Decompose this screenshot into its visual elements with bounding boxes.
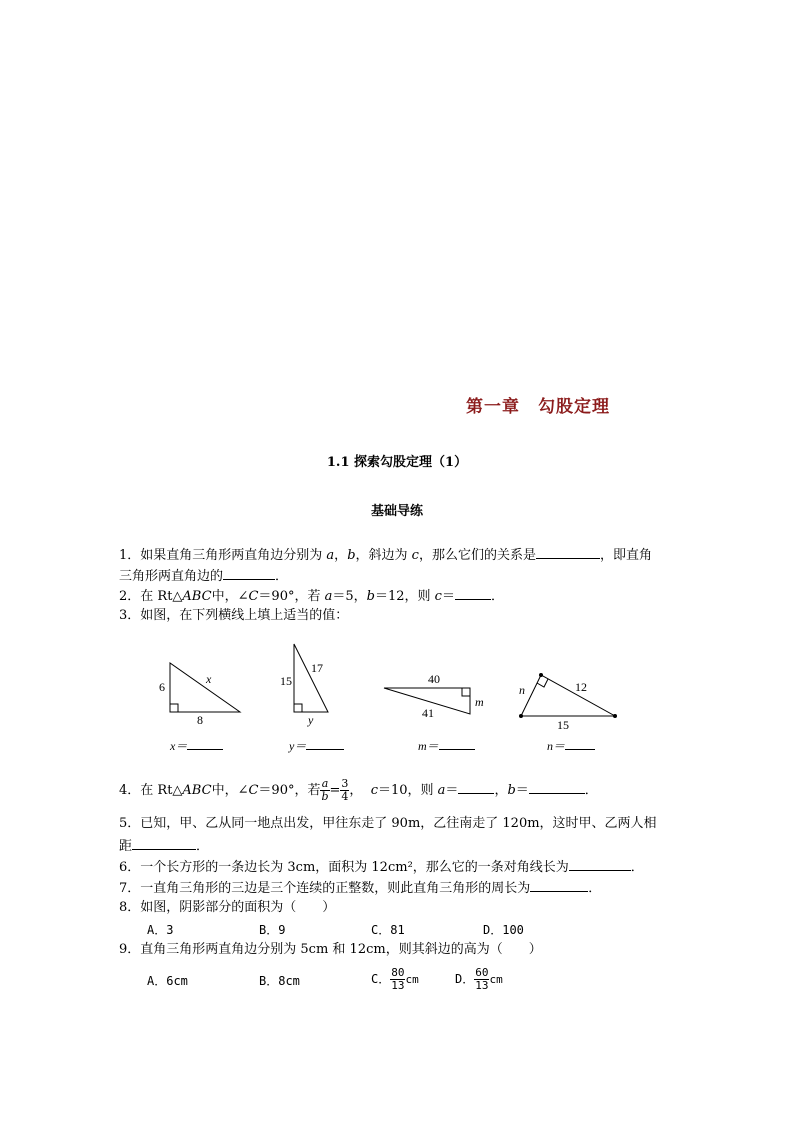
chapter-title: 第一章 勾股定理: [466, 397, 610, 417]
fig1-leg-left: 6: [159, 680, 165, 694]
question-5-line-1: 5．已知，甲、乙从同一地点出发，甲往东走了 90m，乙往南走了 120m，这时甲、乙两人相: [119, 816, 657, 831]
fig4-left: n: [519, 683, 525, 697]
answer-blank[interactable]: [529, 779, 585, 794]
fraction-3-over-4: $\frac{3}{4}$: [341, 777, 349, 803]
question-3: 3．如图，在下列横线上填上适当的值：: [119, 608, 349, 623]
fig1-answer: x＝: [170, 735, 223, 754]
question-6: 6．一个长方形的一条边长为 3cm，面积为 12cm²，那么它的一条对角线长为 ．: [119, 856, 644, 878]
fraction-60-over-13: $\frac{60}{13}$: [475, 966, 489, 992]
question-7: 7．一直角三角形的三边是三个连续的正整数，则此直角三角形的周长为 ．: [119, 877, 601, 899]
answer-blank[interactable]: [455, 585, 491, 600]
question-9: 9．直角三角形两直角边分别为 5cm 和 12cm，则其斜边的高为（ ）: [119, 942, 542, 957]
fig2-answer: y＝: [289, 735, 344, 754]
q9-option-b[interactable]: B．8cm: [259, 974, 300, 988]
answer-blank[interactable]: [569, 856, 631, 871]
question-1-line-2: 三角形两直角边的 ．: [119, 565, 288, 587]
answer-blank[interactable]: [223, 565, 275, 580]
answer-blank[interactable]: [536, 544, 600, 559]
question-8: 8．如图，阴影部分的面积为（ ）: [119, 900, 336, 915]
triangle-figure-4: [519, 673, 617, 732]
question-2: 2．在 Rt△ABC中，∠C＝90°，若 a＝5，b＝12，则 c＝ ．: [119, 585, 504, 607]
answer-blank[interactable]: [439, 735, 475, 750]
triangle-figure-1: [159, 663, 240, 727]
q8-option-a[interactable]: A．3: [147, 923, 174, 937]
section-title: 1.1 探索勾股定理（1）: [326, 455, 468, 470]
answer-blank[interactable]: [458, 779, 494, 794]
fig2-leg-bottom: y: [308, 713, 314, 727]
answer-blank[interactable]: [187, 735, 223, 750]
fig1-leg-bottom: 8: [197, 713, 203, 727]
subsection-title: 基础导练: [370, 504, 423, 519]
fig1-hypotenuse: x: [206, 672, 212, 686]
fig3-top: 40: [428, 672, 440, 686]
fig3-bottom: 41: [422, 706, 434, 720]
question-4: 4．在 Rt△ABC中，∠C＝90°，若 $\frac{a}{b}$ = $\frac{3}{4}$ ， c＝10，则 a＝ ，b＝ ．: [119, 777, 598, 803]
q8-option-b[interactable]: B．9: [259, 923, 286, 937]
question-5-line-2: 距 ．: [119, 835, 209, 857]
fig4-answer: n＝: [547, 735, 595, 754]
answer-blank[interactable]: [132, 835, 196, 850]
fig3-answer: m＝: [418, 735, 475, 754]
q9-option-a[interactable]: A．6cm: [147, 974, 188, 988]
q8-option-d[interactable]: D．100: [483, 923, 524, 937]
q8-option-c[interactable]: C．81: [371, 923, 405, 937]
triangle-figure-3: [384, 672, 484, 720]
q9-option-d[interactable]: D． $\frac{60}{13}$ cm: [455, 966, 503, 992]
question-1-line-1: 1．如果直角三角形两直角边分别为 a，b，斜边为 c，那么它们的关系是 ，即直角: [119, 544, 652, 566]
question-3-figures: [150, 632, 640, 732]
fig3-right: m: [475, 695, 484, 709]
answer-blank[interactable]: [306, 735, 344, 750]
fig4-bottom: 15: [557, 718, 569, 732]
fraction-a-over-b: $\frac{a}{b}$: [321, 777, 329, 803]
fig2-leg-left: 15: [280, 674, 292, 688]
triangle-figure-2: [280, 644, 328, 727]
fraction-80-over-13: $\frac{80}{13}$: [391, 966, 405, 992]
q9-option-c[interactable]: C． $\frac{80}{13}$ cm: [371, 966, 419, 992]
fig4-right: 12: [575, 680, 587, 694]
fig2-hypotenuse: 17: [311, 661, 323, 675]
answer-blank[interactable]: [565, 735, 595, 750]
answer-blank[interactable]: [530, 877, 588, 892]
